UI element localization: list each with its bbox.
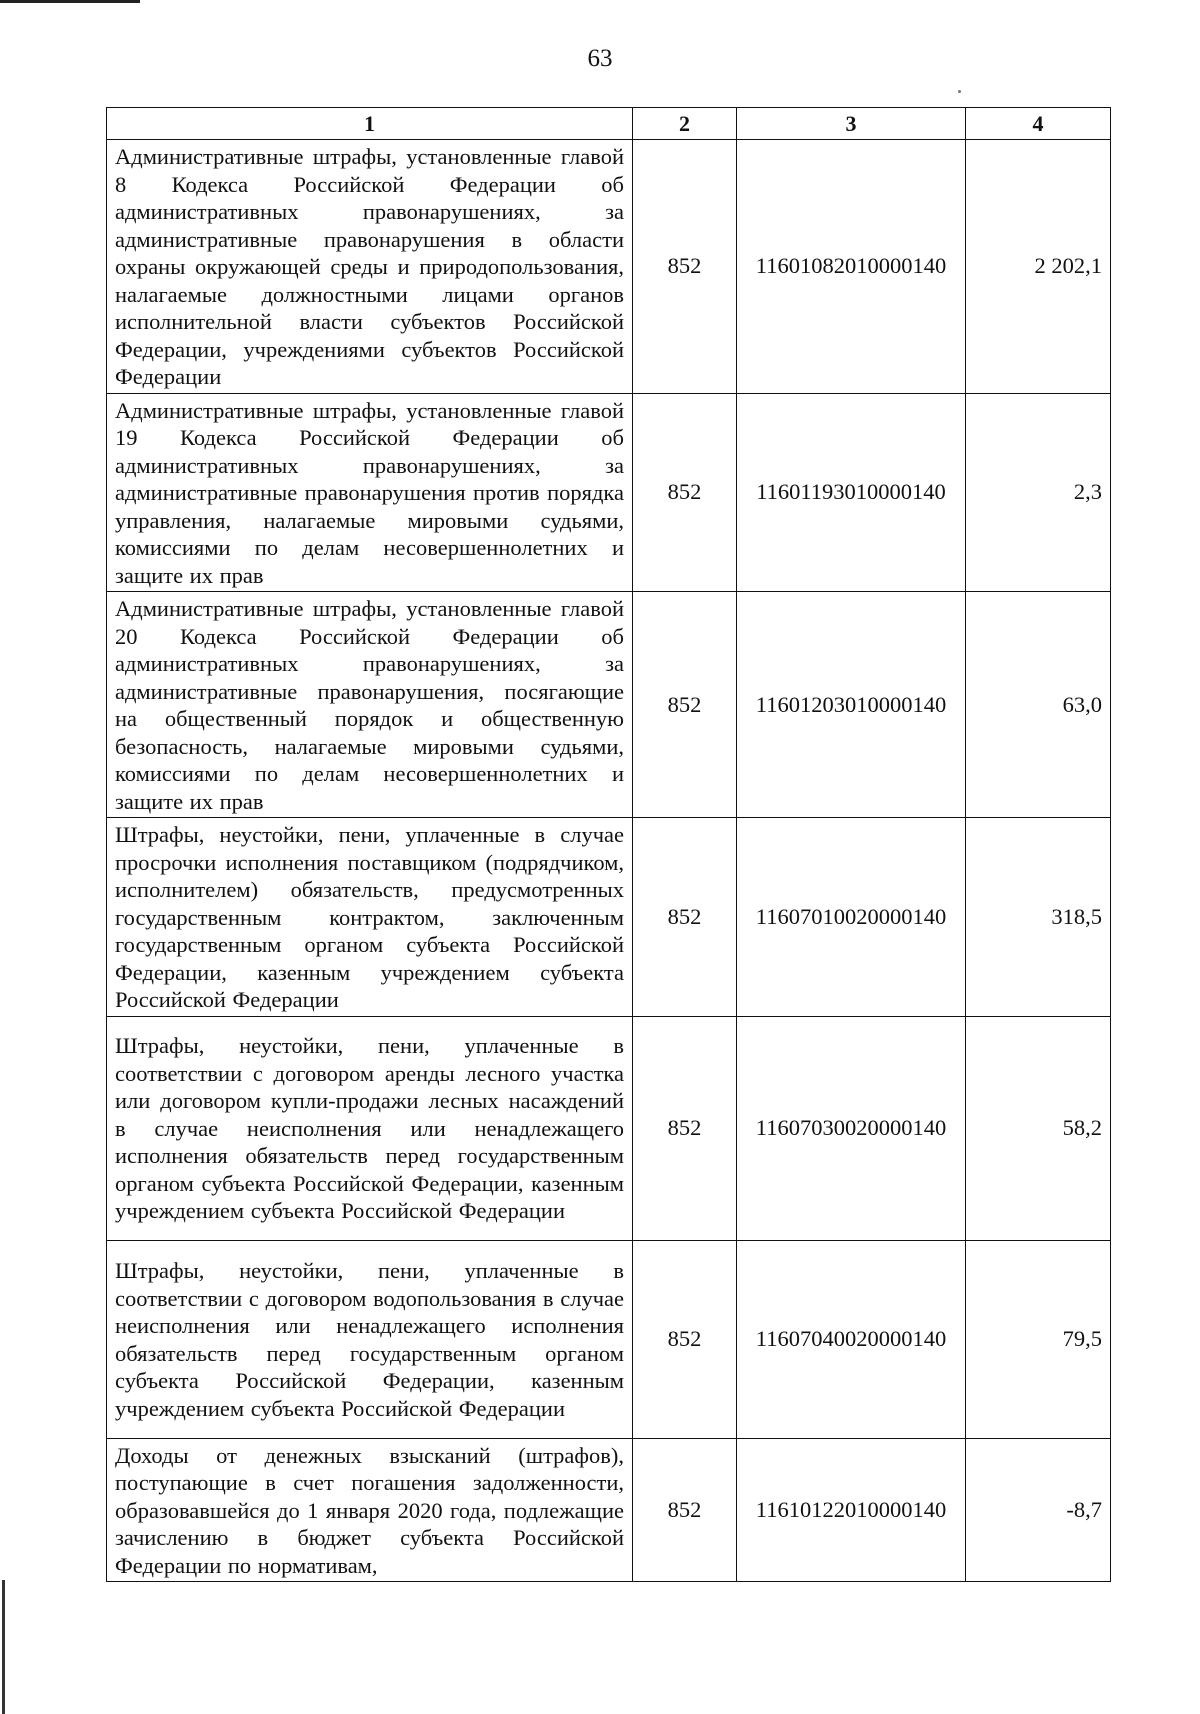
budget-classification-code: 11601193010000140 <box>737 393 966 592</box>
amount-value: 63,0 <box>966 592 1111 818</box>
revenue-description: Административные штрафы, установленные главой 8 Кодекса Российской Федерации об административных правонарушениях, за административные правонарушения в области охраны окружающей среды и природопользования, налагаемые должностными лицами органов исполнительной власти субъектов Российской Федерации, учреждениями субъектов Российской Федерации <box>107 140 633 394</box>
table-row <box>107 1438 1111 1582</box>
amount-value: 2,3 <box>966 393 1111 592</box>
scan-edge-mark <box>0 0 140 3</box>
revenue-description: Административные штрафы, установленные главой 19 Кодекса Российской Федерации об административных правонарушениях, за административные правонарушения против порядка управления, налагаемые мировыми судьями, комиссиями по делам несовершеннолетних и защите их прав <box>107 393 633 592</box>
table-row <box>107 1016 1111 1240</box>
budget-classification-code: 11607030020000140 <box>737 1016 966 1240</box>
amount-value: 2 202,1 <box>966 140 1111 394</box>
administrator-code: 852 <box>633 1240 737 1438</box>
administrator-code: 852 <box>633 592 737 818</box>
scan-speck <box>958 90 961 93</box>
page-number: 63 <box>587 45 613 72</box>
amount-value: 318,5 <box>966 818 1111 1017</box>
table-row <box>107 140 1111 394</box>
revenue-description: Штрафы, неустойки, пени, уплаченные в соответствии с договором аренды лесного участка или договором купли-продажи лесных насаждений в случае неисполнения или ненадлежащего исполнения обязательств перед государственным органом субъекта Российской Федерации, казенным учреждением субъекта Российской Федерации <box>107 1016 633 1240</box>
budget-classification-code: 11601203010000140 <box>737 592 966 818</box>
revenue-description: Административные штрафы, установленные главой 20 Кодекса Российской Федерации об административных правонарушениях, за административные правонарушения, посягающие на общественный порядок и общественную безопасность, налагаемые мировыми судьями, комиссиями по делам несовершеннолетних и защите их прав <box>107 592 633 818</box>
table-row <box>107 818 1111 1017</box>
administrator-code: 852 <box>633 818 737 1017</box>
administrator-code: 852 <box>633 1438 737 1582</box>
administrator-code: 852 <box>633 393 737 592</box>
revenue-description: Штрафы, неустойки, пени, уплаченные в соответствии с договором водопользования в случае неисполнения или ненадлежащего исполнения обязательств перед государственным органом субъекта Российской Федерации, казенным учреждением субъекта Российской Федерации <box>107 1240 633 1438</box>
amount-value: 58,2 <box>966 1016 1111 1240</box>
administrator-code: 852 <box>633 1016 737 1240</box>
table-header-row <box>107 108 1111 140</box>
table-row <box>107 592 1111 818</box>
budget-classification-code: 11607040020000140 <box>737 1240 966 1438</box>
revenue-description: Доходы от денежных взысканий (штрафов), поступающие в счет погашения задолженности, образовавшейся до 1 января 2020 года, подлежащие зачислению в бюджет субъекта Российской Федерации по нормативам, <box>107 1438 633 1582</box>
amount-value: 79,5 <box>966 1240 1111 1438</box>
table-row <box>107 393 1111 592</box>
column-header: 3 <box>737 108 966 140</box>
budget-classification-code: 11601082010000140 <box>737 140 966 394</box>
column-header: 1 <box>107 108 633 140</box>
budget-classification-code: 11607010020000140 <box>737 818 966 1017</box>
table-row <box>107 1240 1111 1438</box>
amount-value: -8,7 <box>966 1438 1111 1582</box>
column-header: 4 <box>966 108 1111 140</box>
scan-edge-mark <box>2 1580 5 1714</box>
budget-classification-code: 11610122010000140 <box>737 1438 966 1582</box>
revenue-description: Штрафы, неустойки, пени, уплаченные в случае просрочки исполнения поставщиком (подрядчиком, исполнителем) обязательств, предусмотренных государственным контрактом, заключенным государственным органом субъекта Российской Федерации, казенным учреждением субъекта Российской Федерации <box>107 818 633 1017</box>
column-header: 2 <box>633 108 737 140</box>
administrator-code: 852 <box>633 140 737 394</box>
revenue-table <box>106 107 1111 1582</box>
